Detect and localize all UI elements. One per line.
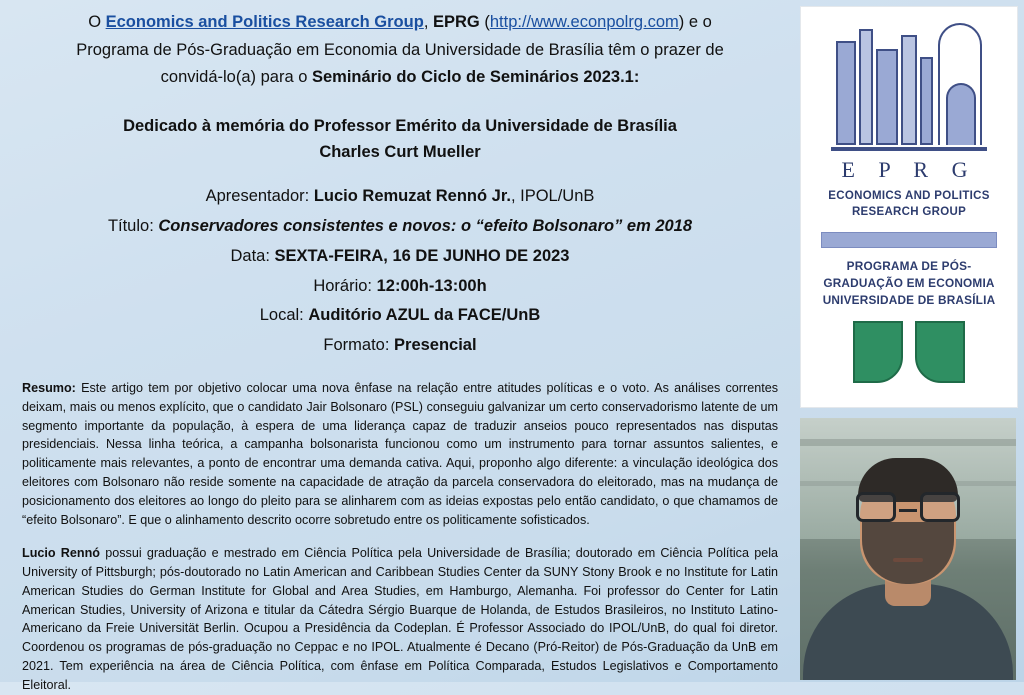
photo-beam bbox=[800, 439, 1016, 446]
pos-line-2: GRADUAÇÃO EM ECONOMIA bbox=[823, 276, 995, 291]
date-label: Data: bbox=[230, 246, 275, 265]
arch-icon bbox=[938, 23, 982, 145]
bio-text: possui graduação e mestrado em Ciência Política pela Universidade de Brasília; doutorado em Ciência Política pela University of Pittsburgh; pós-doutorado no Latin American and Caribbean Studies Center da SUNY Stony Brook e no Institute for Latin American Studies do German Institute for Global and Area Studies, em Hamburgo, Alemanha. Foi professor do Center for Latin American Studies, University of Arizona e titular da Cátedra Sérgio Buarque de Holanda, de Estudos Brasileiros, no Instituto Latino-Americano da Freie Universität Berlin. Ocupou a Presidência da Codeplan. É Professor Associado do IPOL/UnB, do qual foi diretor. Coordenou os programas de pós-graduação no Ceppac e no IPOL. Atualmente é Decano (Pró-Reitor) de Pós-Graduação da UnB em 2021. Tem experiência na área de Ciência Política, com ênfase em Política Comparada, Estudos Legislativos e Comportamento Eleitoral. bbox=[22, 545, 778, 693]
poster-sidebar bbox=[796, 0, 1024, 682]
title-row bbox=[22, 213, 778, 240]
pos-graduacao-text bbox=[801, 258, 1017, 309]
speaker-photo bbox=[800, 418, 1016, 680]
place-value: Auditório AZUL da FACE/UnB bbox=[308, 306, 541, 325]
header-comma: , bbox=[423, 13, 433, 31]
unb-logo-icon bbox=[853, 321, 965, 383]
talk-title: Conservadores consistentes e novos: o “efeito Bolsonaro” em 2018 bbox=[158, 217, 693, 236]
eprg-letters: E P R G bbox=[841, 157, 977, 182]
title-label: Título: bbox=[107, 217, 159, 236]
abstract-text: Este artigo tem por objetivo colocar uma nova ênfase na relação entre atitudes políticas e o voto. As análises correntes deixam, mais ou menos explícito, que o candidato Jair Bolsonaro (PSL) conseguiu galvanizar um certo conservadorismo latente de um segmento importante da população, à espera de uma liderança capaz de traduzir anseios pouco representados nas disputas presidenciais. Nessa linha teórica, a campanha bolsonarista funcionou como um instrumento para tornar assuntos salientes, e politicamente mais relevantes, a ponto de encontrar uma demanda cativa. Aqui, proponho algo diferente: a vinculação ideológica dos eleitores com Bolsonaro não reside somente na capacidade de atração da parcela conservadora do eleitorado, mas na mudança de posicionamento dos eleitores ao longo do pleito para se alinharem com as ideias expostas pelo então candidato, o que chamamos de “efeito Bolsonaro”. E que o alinhamento descrito ocorre sobretudo entre os politicamente sofisticados. bbox=[22, 380, 778, 528]
books-and-arch-icon bbox=[834, 17, 984, 145]
header-line-3 bbox=[22, 65, 778, 91]
header-line-1 bbox=[22, 10, 778, 36]
place-row bbox=[22, 302, 778, 329]
abstract-paragraph bbox=[22, 379, 778, 530]
book-icon bbox=[901, 35, 917, 145]
presenter-affiliation: , IPOL/UnB bbox=[510, 187, 595, 206]
book-icon bbox=[876, 49, 898, 145]
pos-line-1: PROGRAMA DE PÓS- bbox=[846, 259, 972, 274]
header-close-paren: ) e o bbox=[678, 13, 712, 31]
eprg-org-link[interactable]: Economics and Politics Research Group bbox=[105, 13, 424, 31]
photo-mouth bbox=[893, 558, 923, 562]
pos-line-3: UNIVERSIDADE DE BRASÍLIA bbox=[822, 293, 996, 308]
seminar-cycle-label: Seminário do Ciclo de Seminários 2023.1: bbox=[311, 68, 640, 87]
time-label: Horário: bbox=[313, 276, 377, 295]
logo-blue-bar bbox=[821, 232, 997, 248]
seminar-details bbox=[22, 183, 778, 358]
glasses-bridge-icon bbox=[899, 509, 917, 512]
presenter-row bbox=[22, 183, 778, 210]
time-row bbox=[22, 273, 778, 300]
dedication-line-1: Dedicado à memória do Professor Emérito da Universidade de Brasília bbox=[123, 116, 677, 135]
logo-divider bbox=[831, 147, 987, 151]
book-icon bbox=[836, 41, 856, 145]
invitation-header bbox=[22, 10, 778, 91]
eprg-full-name bbox=[801, 189, 1017, 220]
eprg-logo-card bbox=[800, 6, 1018, 408]
poster-body bbox=[22, 379, 778, 695]
bio-paragraph bbox=[22, 544, 778, 695]
glasses-right-lens-icon bbox=[920, 492, 960, 522]
header-text-prefix: O bbox=[88, 13, 106, 31]
place-label: Local: bbox=[259, 306, 309, 325]
date-row bbox=[22, 243, 778, 270]
presenter-label: Apresentador: bbox=[205, 187, 314, 206]
time-value: 12:00h-13:00h bbox=[376, 276, 487, 295]
header-open-paren: ( bbox=[479, 13, 490, 31]
unb-left-shape bbox=[853, 321, 903, 383]
format-label: Formato: bbox=[323, 336, 395, 355]
presenter-name: Lucio Remuzat Rennó Jr. bbox=[313, 187, 511, 206]
abstract-label: Resumo: bbox=[22, 380, 76, 395]
eprg-name-line-2: RESEARCH GROUP bbox=[851, 205, 967, 218]
header-invite-text: convidá-lo(a) para o bbox=[160, 68, 312, 87]
eprg-website-link[interactable]: http://www.econpolrg.com bbox=[489, 13, 679, 31]
book-icon bbox=[920, 57, 933, 145]
eprg-name-line-1: ECONOMICS AND POLITICS bbox=[828, 190, 990, 202]
format-value: Presencial bbox=[394, 336, 477, 355]
glasses-left-lens-icon bbox=[856, 492, 896, 522]
eprg-abbreviation: EPRG bbox=[432, 13, 480, 31]
header-line-2: Programa de Pós-Graduação em Economia da Universidade de Brasília têm o prazer de bbox=[76, 40, 724, 59]
bio-label: Lucio Rennó bbox=[22, 545, 100, 560]
format-row bbox=[22, 332, 778, 359]
unb-right-shape bbox=[915, 321, 965, 383]
book-icon bbox=[859, 29, 873, 145]
dedication-block bbox=[22, 113, 778, 166]
dedication-line-2: Charles Curt Mueller bbox=[319, 143, 481, 162]
date-value: SEXTA-FEIRA, 16 DE JUNHO DE 2023 bbox=[274, 246, 570, 265]
